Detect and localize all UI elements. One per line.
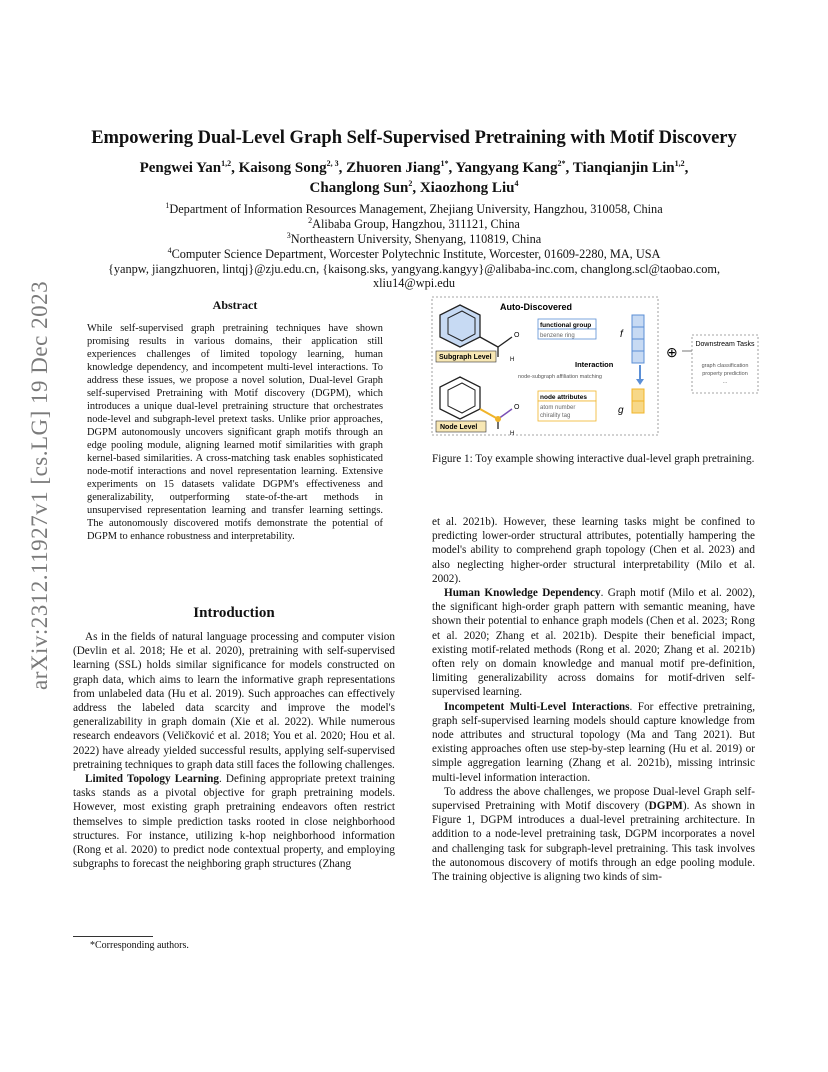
introduction-heading: Introduction xyxy=(193,605,275,621)
atom-o-label: O xyxy=(514,332,520,339)
intro-paragraph-4: Incompetent Multi-Level Interactions. For effective pretraining, graph self-supervised learning models should capture knowledge from node attributes and structural topology (Ma and Tang 2021). But existing approaches often use step-by-step learning (Hu et al. 2019) or simple aggregation learning (Zhang et al. 2021b), missing intrinsic multi-level information interaction. xyxy=(432,700,755,784)
affiliation-3: $^3$Northeastern University, Shenyang, 110819, China xyxy=(286,230,542,246)
downstream-task-3: ... xyxy=(722,379,728,385)
paragraph-continuation: et al. 2021b). However, these learning tasks might be confined to predicting lower-order structural attributes, potentially hampering the model's ability to comprehend graph topology (Chen et al. 2023) and also neglecting higher-order structural interpretability (Milo et al. 2002). xyxy=(432,516,755,585)
intro-paragraph-5: To address the above challenges, we propose Dual-level Graph self-supervised Pretraining with Motif discovery (DGPM). As shown in Figure 1, DGPM introduces a dual-level pretraining architecture. In addition to a node-level pretraining task, DGPM incorporates a novel and challenging task for subgraph-level pretraining. This task involves the autonomous discovery of motifs through an edge pooling module. The training objective is aligning two kinds of sim- xyxy=(432,785,755,884)
emails-line-1: {yanpw, jiangzhuoren, lintqj}@zju.edu.cn, {kaisong.sks, yangyang.kangyy}@alibaba-inc.com, changlong.scl@taobao.com, xyxy=(107,262,721,276)
functional-group-label: functional group xyxy=(540,322,592,329)
downstream-tasks-title: Downstream Tasks xyxy=(695,341,755,348)
author: Zhuoren Jiang$^{1*}$, xyxy=(346,159,456,176)
figure-1-diagram xyxy=(430,295,760,440)
emails-line-2: xliu14@wpi.edu xyxy=(372,276,456,290)
footnote-divider xyxy=(73,936,153,937)
affiliation-2: $^2$Alibaba Group, Hangzhou, 311121, China xyxy=(308,215,520,231)
author: Yangyang Kang$^{2*}$, xyxy=(455,159,573,176)
right-column-body xyxy=(432,515,755,884)
g-label: g xyxy=(618,405,624,416)
node-level-label: Node Level xyxy=(440,424,478,431)
abstract-body: While self-supervised graph pretraining techniques have shown promising results in various domains, their application still experiences challenges of limited topology learning, human knowledge dependency, and incompetent multi-level interactions. To address these issues, we propose a novel solution, Dual-level Graph self-supervised Pretraining with Motif discovery (DGPM), which introduces a unique dual-level pretraining structure that orchestrates node-level and subgraph-level pretext tasks. Unlike prior approaches, DGPM autonomously uncovers significant graph motifs through an edge pooling module, aligning learned motif similarities with graph kernel-based similarities. A cross-matching task enables sophisticated node-motif interactions and novel representation learning. Extensive experiments on 15 datasets validate DGPM's effectiveness and generalizability, outperforming state-of-the-art methods in unsupervised representation learning and transfer learning settings. The autonomously discovered motifs demonstrate the potential of DGPM to enhance robustness and interpretability. xyxy=(87,323,383,542)
atom-h-label: H xyxy=(510,431,515,437)
footnote: *Corresponding authors. xyxy=(90,940,189,951)
benzene-ring-label: benzene ring xyxy=(540,333,575,339)
left-column-body xyxy=(73,630,395,871)
atom-o-label: O xyxy=(514,404,520,411)
node-embedding-stack xyxy=(632,389,644,413)
author: Changlong Sun$^2$, xyxy=(309,179,420,196)
concat-icon: ⊕ xyxy=(666,344,678,360)
subgraph-embedding-stack xyxy=(632,315,644,363)
molecule-top xyxy=(440,305,512,357)
intro-paragraph-3: Human Knowledge Dependency. Graph motif (Milo et al. 2002), the significant high-order graph pattern with semantic meaning, have shown their potential to enhance graph models (Chen et al. 2023; Rong et al. 2020; Zhang et al. 2021b). Despite their beneficial impact, existing motif-related methods (Rong et al. 2020; Zhang et al. 2021b) often rely on domain knowledge and manual motif pre-definition, limiting generalizability across domains for motif-driven self-supervised learning. xyxy=(432,587,755,699)
affiliation-1: $^1$Department of Information Resources Management, Zhejiang University, Hangzhou, 310058, China xyxy=(165,200,663,216)
atom-h-label: H xyxy=(510,357,515,363)
author: Pengwei Yan$^{1,2}$, xyxy=(139,159,239,176)
arxiv-sidebar-id: arXiv:2312.11927v1 [cs.LG] 19 Dec 2023 xyxy=(27,280,52,690)
paper-title: Empowering Dual-Level Graph Self-Supervised Pretraining with Motif Discovery xyxy=(91,128,737,148)
author-line-1 xyxy=(40,160,788,177)
auto-discovered-label: Auto-Discovered xyxy=(500,302,573,312)
author-line-2 xyxy=(40,180,788,197)
subgraph-level-label: Subgraph Level xyxy=(439,354,492,361)
figure-1-caption: Figure 1: Toy example showing interactive dual-level graph pretraining. xyxy=(432,453,755,465)
node-attributes-label: node attributes xyxy=(540,394,587,401)
abstract-heading: Abstract xyxy=(212,298,258,312)
interaction-label: Interaction xyxy=(575,360,614,369)
author: Xiaozhong Liu$^4$ xyxy=(419,179,519,196)
affiliation-matching-label: node-subgraph affiliation matching xyxy=(518,374,602,380)
downstream-task-1: graph classification xyxy=(701,363,749,369)
atom-number-label: atom number xyxy=(540,405,576,411)
intro-paragraph-1: As in the fields of natural language processing and computer vision (Devlin et al. 2018; He et al. 2020), pretraining with self-supervised learning (SSL) holds similar significance for models constructed on graph data, which aims to learn the informative graph representations from unlabeled data (Hu et al. 2019). Such approaches can effectively address the labeled data scarcity and improve the model's generalizability in graph domain (Xie et al. 2022). While numerous research endeavors (Veličković et al. 2018; You et al. 2020; Hou et al. 2022) have already yielded successful results, applying self-supervised pretraining techniques to graph data still faces the following challenges. xyxy=(73,631,395,771)
intro-paragraph-2: Limited Topology Learning. Defining appropriate pretext training tasks stands as a pivotal objective for graph pretraining models. However, most existing graph pretraining endeavors often restrict themselves to simple prediction tasks rooted in close neighborhood structures. For instance, utilizing k-hop neighborhood information (Rong et al. 2020) to predict node contextual property, and employing subgraphs to forecast the neighboring graph structures (Zhang xyxy=(73,773,395,871)
downstream-task-2: property prediction xyxy=(702,371,748,377)
author: Kaisong Song$^{2, 3}$, xyxy=(238,159,347,176)
affiliation-4: $^4$Computer Science Department, Worcester Polytechnic Institute, Worcester, 01609-2280, MA, USA xyxy=(167,245,661,261)
author: Tianqianjin Lin$^{1,2}$, xyxy=(572,159,689,176)
f-label: f xyxy=(620,329,623,340)
chirality-tag-label: chirality tag xyxy=(540,413,571,419)
